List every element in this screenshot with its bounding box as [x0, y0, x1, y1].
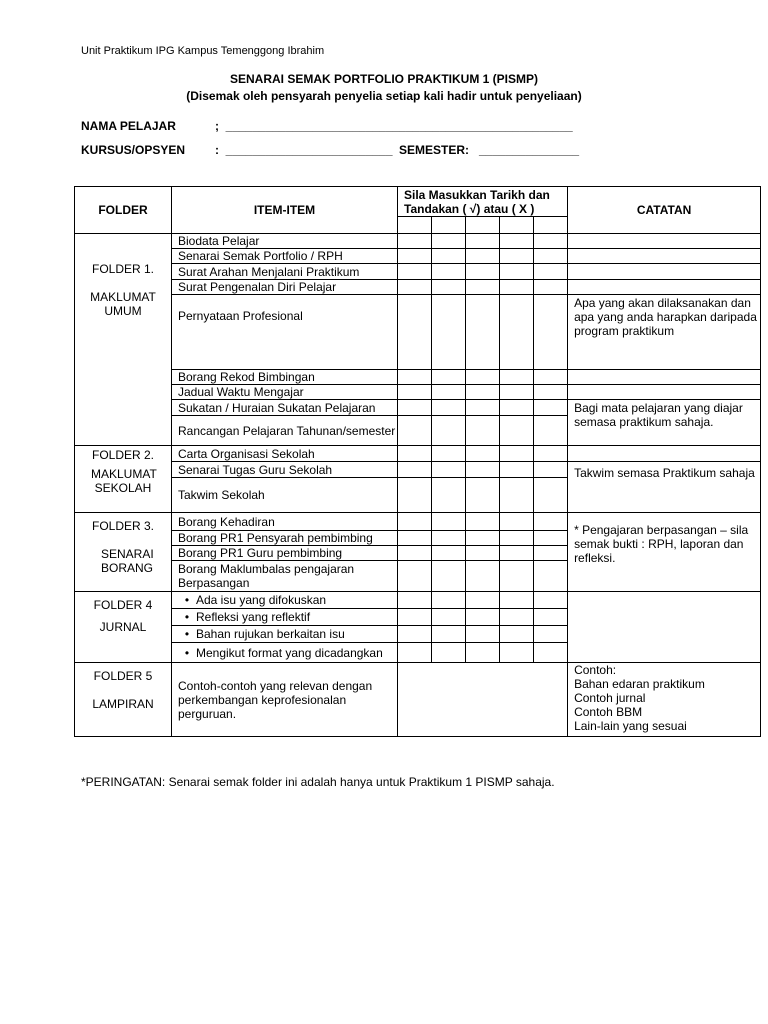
item-refleksi-text: Refleksi yang reflektif [196, 610, 311, 624]
item-refleksi [172, 609, 398, 626]
date-cell[interactable] [432, 295, 466, 370]
document-title: SENARAI SEMAK PORTFOLIO PRAKTIKUM 1 (PISMP) [229, 72, 538, 86]
date-cell[interactable] [432, 462, 466, 478]
nama-label: NAMA PELAJAR [81, 119, 176, 133]
note-cell[interactable] [568, 370, 761, 385]
date-cell[interactable] [466, 513, 500, 531]
date-cell[interactable] [534, 546, 568, 561]
date-cell[interactable] [534, 531, 568, 546]
date-cell[interactable] [398, 531, 432, 546]
date-cell[interactable] [466, 626, 500, 643]
item-sukatan: Sukatan / Huraian Sukatan Pelajaran [172, 400, 398, 416]
kursus-field[interactable]: : _________________________ [215, 143, 393, 157]
nama-field[interactable]: ; ____________________________________________________ [215, 119, 573, 133]
date-cell[interactable] [500, 531, 534, 546]
date-cell[interactable] [466, 561, 500, 592]
date-cell[interactable] [500, 561, 534, 592]
item-contoh: Contoh-contoh yang relevan dengan perkembangan keprofesionalan perguruan. [172, 663, 398, 737]
date-cell[interactable] [466, 609, 500, 626]
date-cell[interactable] [466, 234, 500, 249]
date-cell[interactable] [398, 370, 432, 385]
date-cell[interactable] [500, 370, 534, 385]
date-cell[interactable] [534, 609, 568, 626]
date-cell[interactable] [534, 416, 568, 446]
date-cell[interactable] [398, 264, 432, 280]
date-cell[interactable] [432, 400, 466, 416]
item-jadual-waktu: Jadual Waktu Mengajar [172, 385, 398, 400]
folder-5 [75, 663, 172, 737]
date-cell[interactable] [398, 295, 432, 370]
date-cell[interactable] [398, 385, 432, 400]
date-cell[interactable] [398, 626, 432, 643]
folder-2-title: FOLDER 2. [91, 448, 154, 462]
date-cell[interactable] [432, 217, 466, 234]
folder-3 [75, 513, 172, 592]
folder-2-subtitle: MAKLUMAT SEKOLAH [91, 467, 157, 495]
note-pernyataan: Apa yang akan dilaksanakan dan apa yang anda harapkan daripada program praktikum [568, 295, 761, 370]
date-cell[interactable] [398, 217, 432, 234]
item-senarai-tugas: Senarai Tugas Guru Sekolah [172, 462, 398, 478]
item-pr1-pensyarah: Borang PR1 Pensyarah pembimbing [172, 531, 398, 546]
item-borang-kehadiran: Borang Kehadiran [172, 513, 398, 531]
date-cell[interactable] [500, 385, 534, 400]
header-catatan: CATATAN [568, 187, 761, 234]
date-cell[interactable] [432, 446, 466, 462]
date-cell[interactable] [398, 546, 432, 561]
date-cell[interactable] [534, 626, 568, 643]
item-takwim: Takwim Sekolah [172, 478, 398, 513]
date-cell[interactable] [398, 462, 432, 478]
folder-3-subtitle: SENARAI BORANG [101, 547, 154, 575]
date-cell[interactable] [432, 592, 466, 609]
folder-1-title: FOLDER 1. [91, 262, 154, 276]
date-cell[interactable] [500, 626, 534, 643]
date-cell[interactable] [534, 280, 568, 295]
item-maklumbalas: Borang Maklumbalas pengajaran Berpasangan [172, 561, 398, 592]
date-cell[interactable] [398, 592, 432, 609]
header-item: ITEM-ITEM [172, 187, 398, 234]
date-cell[interactable] [432, 249, 466, 264]
date-cell[interactable] [466, 217, 500, 234]
date-cell[interactable] [534, 400, 568, 416]
date-cell[interactable] [500, 280, 534, 295]
date-cell[interactable] [466, 280, 500, 295]
folder-4-subtitle: JURNAL [99, 620, 147, 634]
date-cell[interactable] [466, 264, 500, 280]
note-cell[interactable] [568, 249, 761, 264]
date-cell[interactable] [398, 513, 432, 531]
checklist-table [74, 186, 761, 737]
date-cell[interactable] [534, 478, 568, 513]
document-subtitle: (Disemak oleh pensyarah penyelia setiap kali hadir untuk penyeliaan) [186, 89, 582, 103]
folder-4-title: FOLDER 4 [93, 598, 153, 612]
date-cell[interactable] [500, 249, 534, 264]
bullet: • [184, 610, 190, 624]
date-cell[interactable] [534, 234, 568, 249]
note-cell[interactable] [568, 446, 761, 462]
date-cell[interactable] [500, 513, 534, 531]
date-cell[interactable] [432, 478, 466, 513]
date-cell[interactable] [432, 561, 466, 592]
date-cell[interactable] [534, 264, 568, 280]
date-cell[interactable] [500, 234, 534, 249]
folder-5-subtitle: LAMPIRAN [92, 697, 154, 711]
date-cell[interactable] [534, 249, 568, 264]
item-pernyataan: Pernyataan Profesional [172, 295, 398, 370]
note-cell[interactable] [568, 385, 761, 400]
date-cell[interactable] [432, 546, 466, 561]
date-cell[interactable] [534, 592, 568, 609]
date-cell[interactable] [466, 295, 500, 370]
date-cell[interactable] [500, 217, 534, 234]
date-cell[interactable] [432, 385, 466, 400]
note-contoh: Contoh: Bahan edaran praktikum Contoh jurnal Contoh BBM Lain-lain yang sesuai [568, 663, 761, 737]
date-cell[interactable] [432, 609, 466, 626]
date-cell[interactable] [398, 609, 432, 626]
date-cell[interactable] [466, 546, 500, 561]
date-cell[interactable] [398, 643, 432, 663]
date-cell[interactable] [534, 446, 568, 462]
date-cell[interactable] [500, 416, 534, 446]
date-cell[interactable] [534, 462, 568, 478]
date-cell[interactable] [398, 446, 432, 462]
date-cell[interactable] [534, 513, 568, 531]
date-cell[interactable] [466, 478, 500, 513]
bullet: • [184, 593, 190, 607]
date-cell[interactable] [500, 264, 534, 280]
bullet: • [184, 645, 190, 660]
item-format-text: Mengikut format yang dicadangkan [196, 645, 383, 660]
date-cell[interactable] [432, 234, 466, 249]
date-cell[interactable] [534, 385, 568, 400]
note-sukatan: Bagi mata pelajaran yang diajar semasa praktikum sahaja. [568, 400, 761, 446]
date-cell[interactable] [500, 609, 534, 626]
date-cell[interactable] [466, 400, 500, 416]
item-carta-organisasi: Carta Organisasi Sekolah [172, 446, 398, 462]
date-cell[interactable] [466, 416, 500, 446]
header-tarikh: Sila Masukkan Tarikh dan Tandakan ( √) atau ( X ) [398, 187, 568, 217]
folder-1-subtitle: MAKLUMAT UMUM [90, 290, 156, 318]
date-cell[interactable] [534, 217, 568, 234]
folder-1 [75, 234, 172, 446]
date-cell[interactable] [466, 446, 500, 462]
header-folder: FOLDER [75, 187, 172, 234]
item-surat-pengenalan: Surat Pengenalan Diri Pelajar [172, 280, 398, 295]
item-senarai-semak: Senarai Semak Portfolio / RPH [172, 249, 398, 264]
item-pr1-guru: Borang PR1 Guru pembimbing [172, 546, 398, 561]
date-cell[interactable] [466, 643, 500, 663]
date-cell[interactable] [500, 546, 534, 561]
date-cell[interactable] [398, 400, 432, 416]
date-cell[interactable] [534, 643, 568, 663]
note-cell[interactable] [568, 280, 761, 295]
date-cell[interactable] [432, 280, 466, 295]
item-bahan-rujukan [172, 626, 398, 643]
folder-2 [75, 446, 172, 513]
note-pengajaran: * Pengajaran berpasangan – sila semak bukti : RPH, laporan dan refleksi. [568, 513, 761, 592]
date-cell[interactable] [398, 561, 432, 592]
date-cell[interactable] [534, 370, 568, 385]
note-cell[interactable] [568, 264, 761, 280]
date-cell[interactable] [398, 280, 432, 295]
item-bahan-rujukan-text: Bahan rujukan berkaitan isu [196, 627, 345, 641]
date-cell[interactable] [466, 592, 500, 609]
date-cell[interactable] [466, 385, 500, 400]
date-cell[interactable] [466, 249, 500, 264]
date-cell[interactable] [432, 513, 466, 531]
note-takwim: Takwim semasa Praktikum sahaja [568, 462, 761, 513]
date-cell[interactable] [398, 416, 432, 446]
date-cell[interactable] [466, 462, 500, 478]
date-cell[interactable] [432, 531, 466, 546]
date-cell[interactable] [432, 264, 466, 280]
semester-label: SEMESTER: [399, 143, 470, 157]
date-cell[interactable] [500, 400, 534, 416]
item-isu [172, 592, 398, 609]
bullet: • [184, 627, 190, 641]
item-rancangan: Rancangan Pelajaran Tahunan/semester [172, 416, 398, 446]
date-cell[interactable] [398, 249, 432, 264]
date-cell[interactable] [398, 234, 432, 249]
date-cell[interactable] [466, 531, 500, 546]
date-cell[interactable] [500, 295, 534, 370]
date-cell[interactable] [432, 370, 466, 385]
item-format [172, 643, 398, 663]
item-isu-text: Ada isu yang difokuskan [196, 593, 327, 607]
date-cell[interactable] [432, 416, 466, 446]
folder-5-title: FOLDER 5 [93, 669, 153, 683]
item-surat-arahan: Surat Arahan Menjalani Praktikum [172, 264, 398, 280]
date-cell[interactable] [432, 626, 466, 643]
unit-header: Unit Praktikum IPG Kampus Temenggong Ibrahim [81, 45, 325, 57]
date-cell[interactable] [534, 561, 568, 592]
date-cell[interactable] [466, 370, 500, 385]
date-cell[interactable] [432, 643, 466, 663]
folder-4 [75, 592, 172, 663]
date-cell[interactable] [398, 663, 568, 737]
folder-3-title: FOLDER 3. [91, 519, 154, 533]
date-cell[interactable] [500, 446, 534, 462]
note-cell[interactable] [568, 592, 761, 663]
date-cell[interactable] [500, 462, 534, 478]
date-cell[interactable] [500, 592, 534, 609]
kursus-label: KURSUS/OPSYEN [81, 143, 186, 157]
date-cell[interactable] [500, 478, 534, 513]
date-cell[interactable] [398, 478, 432, 513]
semester-field[interactable]: _______________ [479, 143, 580, 157]
item-biodata: Biodata Pelajar [172, 234, 398, 249]
item-rekod-bimbingan: Borang Rekod Bimbingan [172, 370, 398, 385]
note-cell[interactable] [568, 234, 761, 249]
date-cell[interactable] [500, 643, 534, 663]
warning-note: *PERINGATAN: Senarai semak folder ini adalah hanya untuk Praktikum 1 PISMP sahaja. [81, 775, 555, 789]
date-cell[interactable] [534, 295, 568, 370]
